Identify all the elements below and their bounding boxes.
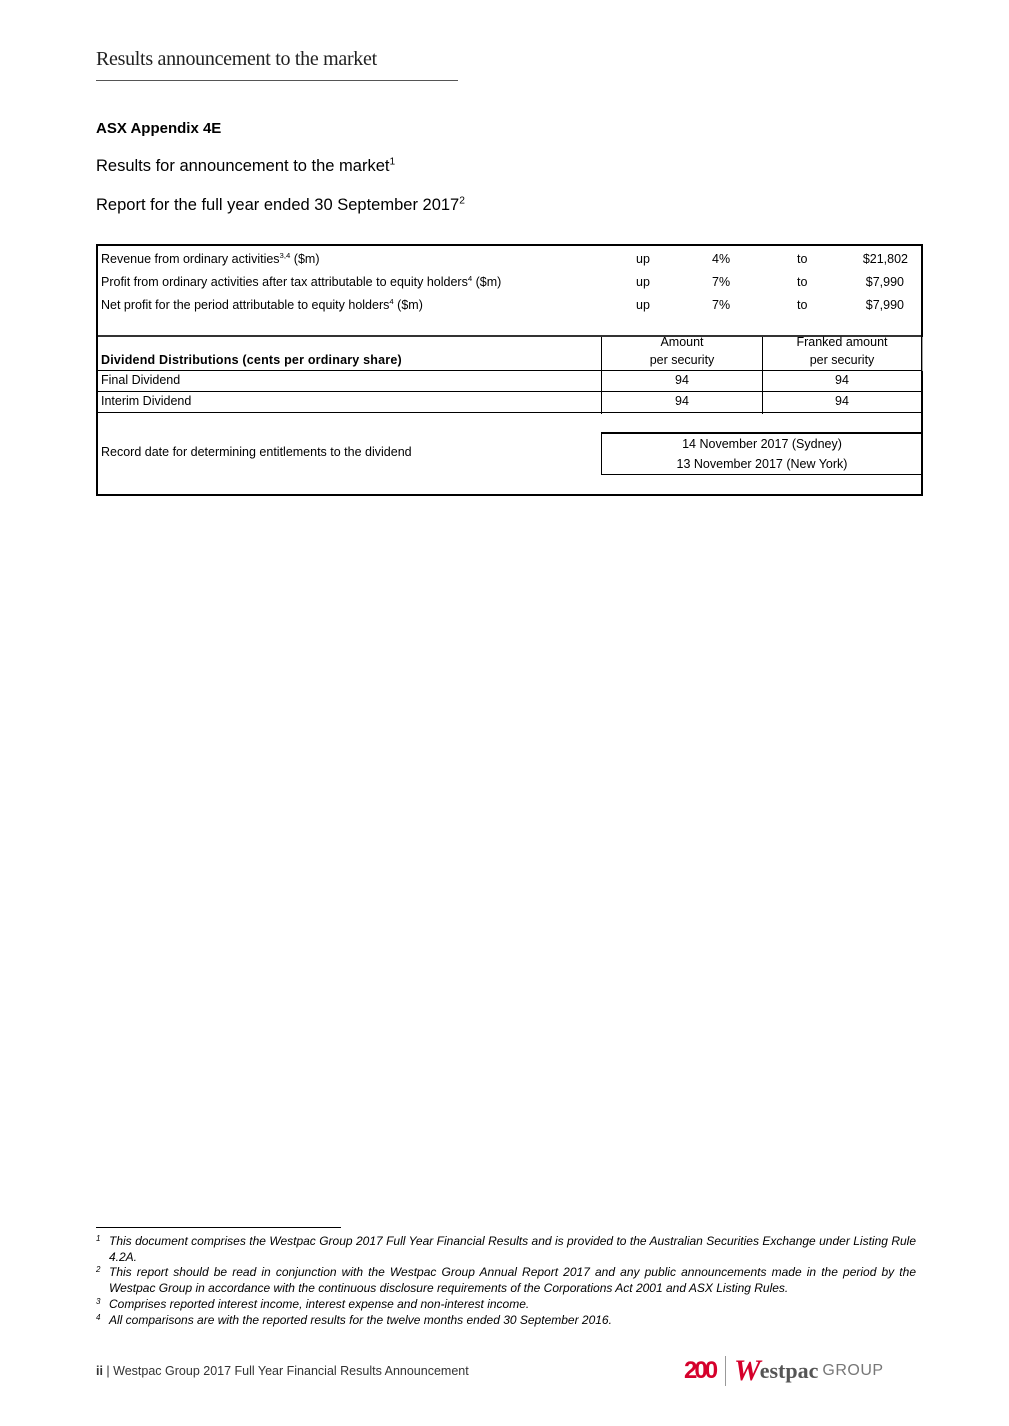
results-table xyxy=(96,244,923,496)
logo-w-mark: W xyxy=(734,1354,759,1387)
report-heading-sup: 2 xyxy=(459,195,465,207)
logo-wordmark: estpac xyxy=(759,1358,819,1383)
summary-change: 7% xyxy=(712,298,731,312)
page-footer: ii | Westpac Group 2017 Full Year Financial Results Announcement xyxy=(96,1364,469,1378)
summary-label-profit: Profit from ordinary activities after tax attributable to equity holders$^4$ ($m) xyxy=(101,273,502,289)
appendix-heading: ASX Appendix 4E xyxy=(96,120,222,137)
westpac-logo xyxy=(684,1354,884,1388)
summary-to: to xyxy=(797,298,808,312)
summary-change: 7% xyxy=(712,275,731,289)
summary-direction: up xyxy=(636,298,650,312)
summary-value: $7,990 xyxy=(865,298,904,312)
dividend-franked: 94 xyxy=(835,373,849,387)
dividend-amount: 94 xyxy=(675,373,689,387)
summary-value: $7,990 xyxy=(865,275,904,289)
summary-to: to xyxy=(797,275,808,289)
col-franked-line2: per security xyxy=(809,353,875,367)
footnote-2: 2 This report should be read in conjunction with the Westpac Group Annual Report 2017 and any public announcements made in the period by the Westpac Group in accordance with the continuous disclosure requirements of the Corporations Act 2001 and ASX Listing Rules. xyxy=(96,1265,916,1296)
summary-direction: up xyxy=(636,252,650,266)
dividend-amount: 94 xyxy=(675,394,689,408)
summary-label-revenue: Revenue from ordinary activities$^{3,4}$ ($m) xyxy=(101,250,320,266)
dividend-franked: 94 xyxy=(835,394,849,408)
results-heading xyxy=(96,157,395,176)
logo-group-text: GROUP xyxy=(822,1362,884,1379)
results-heading-sup: 1 xyxy=(389,156,396,168)
col-franked-line1: Franked amount xyxy=(796,335,888,349)
page-header-title: Results announcement to the market xyxy=(96,48,377,70)
logo-separator xyxy=(725,1356,726,1386)
page-number: ii xyxy=(96,1364,103,1378)
summary-label-net-profit: Net profit for the period attributable to equity holders$^4$ ($m) xyxy=(101,296,423,312)
record-date-label: Record date for determining entitlements to the dividend xyxy=(101,445,412,459)
footnotes xyxy=(96,1234,916,1328)
summary-value: $21,802 xyxy=(862,252,908,266)
col-amount-line2: per security xyxy=(649,353,715,367)
header-rule xyxy=(96,80,458,81)
footnote-4: 4 All comparisons are with the reported results for the twelve months ended 30 September 2016. xyxy=(96,1312,612,1327)
row-divider xyxy=(98,370,921,371)
summary-change: 4% xyxy=(712,252,731,266)
dividend-heading: Dividend Distributions (cents per ordinary share) xyxy=(101,353,402,367)
summary-to: to xyxy=(797,252,808,266)
record-date-sydney: 14 November 2017 (Sydney) xyxy=(682,437,842,451)
row-divider xyxy=(98,412,921,413)
record-date-newyork: 13 November 2017 (New York) xyxy=(676,457,848,471)
logo-200-anniversary: 200 xyxy=(684,1357,716,1384)
report-heading-text: Report for the full year ended 30 September 2017 xyxy=(96,196,460,214)
footnote-1: 1 This document comprises the Westpac Group 2017 Full Year Financial Results and is provided to the Australian Securities Exchange under Listing Rule 4.2A. xyxy=(96,1234,916,1264)
dividend-row-label: Final Dividend xyxy=(101,373,181,387)
footnote-rule xyxy=(96,1227,341,1228)
col-divider-3 xyxy=(922,337,923,371)
dividend-row-label: Interim Dividend xyxy=(101,394,192,408)
footnote-3: 3 Comprises reported interest income, interest expense and non-interest income. xyxy=(96,1296,530,1311)
row-divider xyxy=(98,391,921,392)
results-heading-text: Results for announcement to the market xyxy=(96,157,390,175)
footer-title: Westpac Group 2017 Full Year Financial Results Announcement xyxy=(113,1364,469,1378)
summary-direction: up xyxy=(636,275,650,289)
report-heading xyxy=(96,196,465,215)
col-amount-line1: Amount xyxy=(660,335,704,349)
